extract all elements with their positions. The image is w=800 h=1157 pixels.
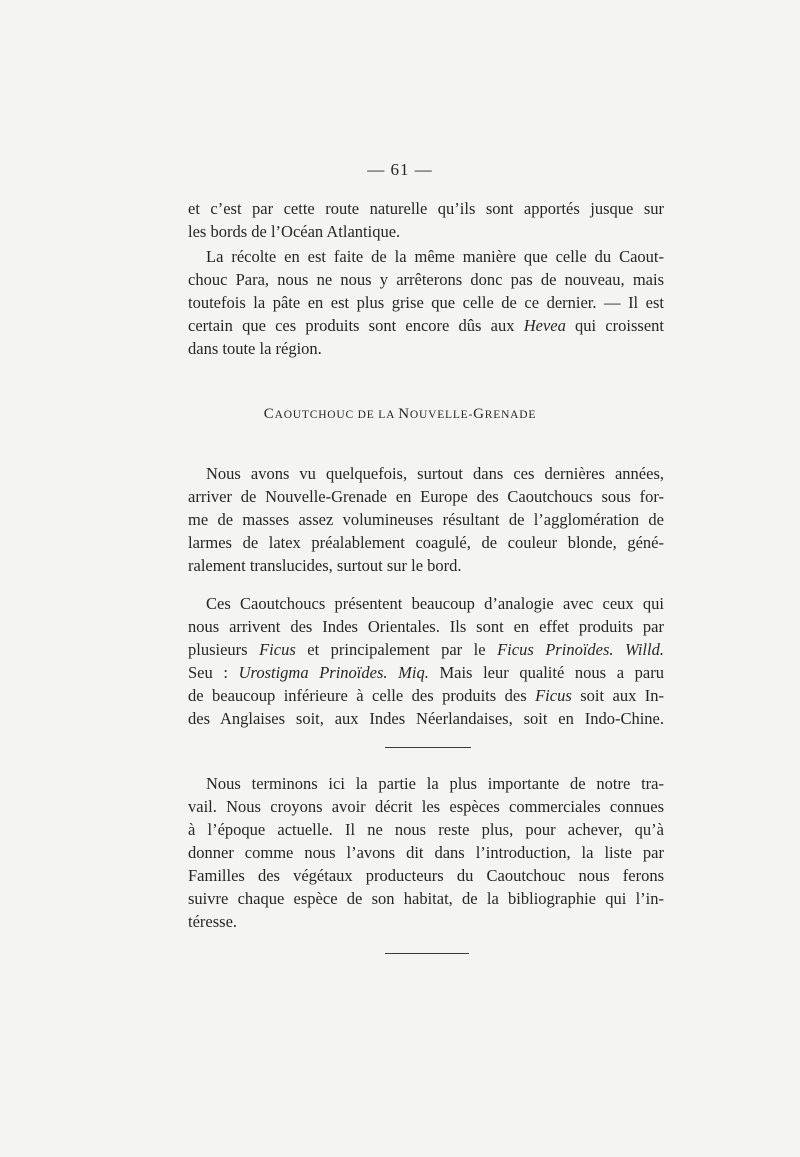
paragraph-4 [188, 592, 664, 730]
paragraph-line: vail. Nous croyons avoir décrit les espèces commerciales connues [188, 797, 664, 816]
paragraph-line [188, 638, 664, 661]
text-run: et principalement par le [295, 640, 498, 659]
paragraph-line: larmes de latex préalablement coagulé, de couleur blonde, géné- [188, 533, 664, 552]
italic-genus: Hevea [523, 316, 566, 335]
paragraph-line: Nous terminons ici la partie la plus importante de notre tra- [206, 774, 664, 793]
paragraph-1 [188, 197, 664, 243]
paragraph-line: téresse. [188, 912, 238, 931]
heading-initial: G [473, 406, 485, 422]
paragraph-line: toutefois la pâte en est plus grise que celle de ce dernier. — Il est [188, 293, 664, 312]
text-run: de beaucoup inférieure à celle des produits des [188, 686, 536, 705]
paragraph-line: nous arrivent des Indes Orientales. Ils sont en effet produits par [188, 617, 664, 636]
paragraph-line: et c’est par cette route naturelle qu’ils sont apportés jusque sur [188, 199, 664, 218]
text-run: certain que ces produits sont encore dûs aux [188, 316, 524, 335]
page-number: — 61 — [367, 160, 433, 179]
text-run: soit aux In- [571, 686, 665, 705]
paragraph-line [188, 661, 664, 684]
paragraph-line: dans toute la région. [188, 339, 322, 358]
text-run: plusieurs [188, 640, 260, 659]
text-run: Seu : [188, 663, 239, 682]
heading-smallcaps: AOUTCHOUC [274, 409, 354, 421]
paragraph-line: donner comme nous l’avons dit dans l’introduction, la liste par [188, 843, 664, 862]
paragraph-line: les bords de l’Océan Atlantique. [188, 222, 401, 241]
paragraph-line [188, 684, 664, 707]
paragraph-line: des Anglaises soit, aux Indes Néerlandaises, soit en Indo-Chine. [188, 709, 664, 728]
text-run: Mais leur qualité nous a paru [428, 663, 664, 682]
italic-species: Urostigma Prinoïdes. Miq. [238, 663, 429, 682]
heading-smallcaps: RENADE [484, 409, 537, 421]
paragraph-line: Familles des végétaux producteurs du Caoutchouc nous ferons [188, 866, 664, 885]
text-run: qui croissent [565, 316, 664, 335]
paragraph-line [188, 314, 664, 337]
heading-initial: C [263, 406, 275, 422]
paragraph-line: me de masses assez volumineuses résultant de l’agglomération de [188, 510, 664, 529]
paragraph-line: ralement translucides, surtout sur le bord. [188, 556, 462, 575]
section-heading [0, 406, 800, 423]
paragraph-5 [188, 772, 664, 933]
paragraph-3 [188, 462, 664, 577]
paragraph-line: arriver de Nouvelle-Grenade en Europe des Caoutchoucs sous for- [188, 487, 664, 506]
heading-smallcaps: DE LA [354, 409, 399, 421]
paragraph-line: Ces Caoutchoucs présentent beaucoup d’analogie avec ceux qui [206, 594, 664, 613]
paragraph-line: La récolte en est faite de la même manière que celle du Caout- [206, 247, 664, 266]
italic-species: Ficus Prinoïdes. Willd. [497, 640, 664, 659]
paragraph-line: chouc Para, nous ne nous y arrêterons donc pas de nouveau, mais [188, 270, 664, 289]
italic-genus: Ficus [259, 640, 296, 659]
paragraph-line: Nous avons vu quelquefois, surtout dans ces dernières années, [206, 464, 664, 483]
section-divider [385, 747, 471, 748]
paragraph-2 [188, 245, 664, 360]
heading-initial: N [398, 406, 410, 422]
heading-smallcaps: OUVELLE- [409, 409, 474, 421]
italic-genus: Ficus [535, 686, 572, 705]
paragraph-line: suivre chaque espèce de son habitat, de la bibliographie qui l’in- [188, 889, 664, 908]
end-divider [385, 953, 469, 954]
paragraph-line: à l’époque actuelle. Il ne nous reste plus, pour achever, qu’à [188, 820, 664, 839]
